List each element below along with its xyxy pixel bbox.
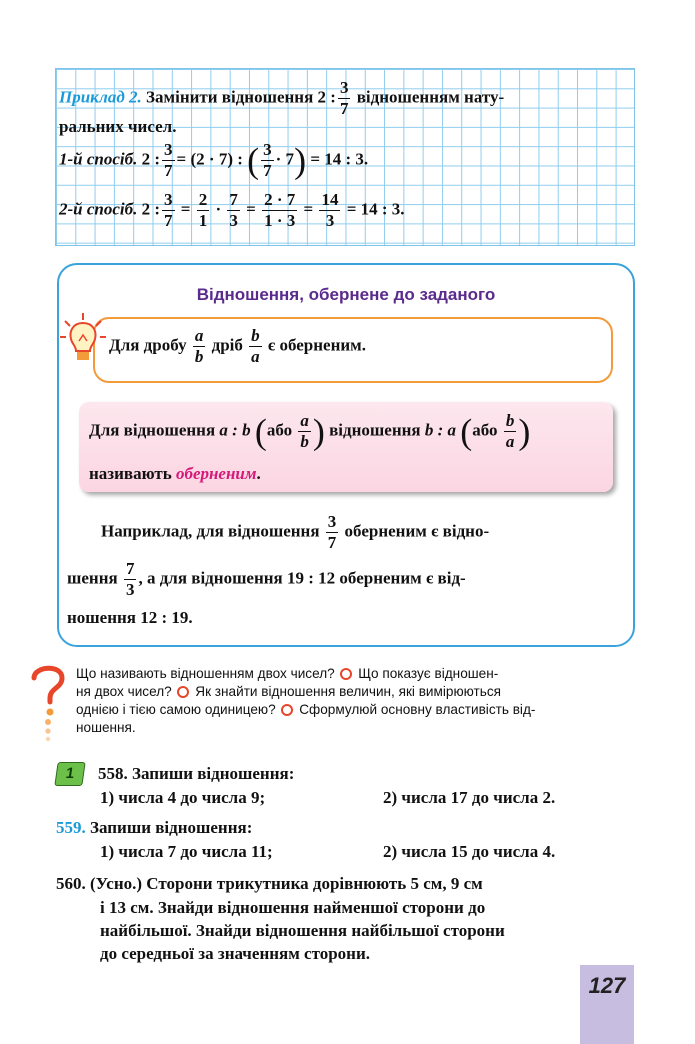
exercise-558-a: 1) числа 4 до числа 9; — [100, 788, 266, 807]
way2-end: = 14 : 3. — [346, 199, 405, 219]
paren-close: ) — [312, 411, 325, 452]
circle-bullet-icon — [340, 668, 352, 680]
question-line: ношення. — [76, 720, 136, 735]
pink-or2: або — [472, 420, 498, 440]
fraction: $\frac{a}{b}$ — [194, 326, 204, 366]
circle-bullet-icon — [281, 704, 293, 716]
fraction: $\frac{b}{a}$ — [505, 411, 515, 451]
example-task-line2: ральних чисел. — [59, 117, 177, 136]
exercise-558-b: 2) числа 17 до числа 2. — [383, 788, 556, 807]
paren-open: ( — [460, 411, 473, 452]
question-2b: ня двох чисел? — [76, 684, 172, 699]
exercise-number: 560. — [56, 874, 86, 893]
pink-pre: Для відношення — [89, 420, 216, 440]
example-heading: Приклад 2. — [59, 87, 142, 107]
exercise-559-a: 1) числа 7 до числа 11; — [100, 842, 273, 861]
definition-title: Відношення, обернене до заданого — [196, 285, 496, 304]
fraction: $\frac{3}{7}$ — [263, 140, 272, 180]
exercise-560 — [56, 874, 483, 894]
defined-term: оберненим — [175, 464, 257, 483]
page-number-tab — [580, 965, 634, 1044]
review-questions — [76, 665, 636, 737]
paren-open: ( — [254, 411, 267, 452]
fraction: $\frac{7}{3}$ — [125, 559, 135, 599]
way1-mid: = (2 · 7) : — [176, 149, 243, 169]
rule-box — [93, 317, 613, 383]
way1-label: 1-й спосіб. — [59, 149, 138, 169]
way1-inner-rest: · 7 — [275, 149, 295, 169]
exercise-line: і 13 см. Знайди відношення найменшої сторони до — [100, 898, 486, 917]
rule-end: є оберненим. — [267, 335, 367, 355]
fraction: $\frac{7}{3}$ — [229, 190, 238, 230]
question-mark-icon — [28, 662, 68, 742]
way1-line — [59, 141, 368, 180]
pink-line-2: називають оберненим. — [89, 464, 261, 483]
paren-close: ) — [518, 411, 531, 452]
exercise-line: (Усно.) Сторони трикутника дорівнюють 5 см, 9 см — [90, 874, 483, 893]
example-l1-pre: Наприклад, для відношення — [101, 521, 320, 541]
circle-bullet-icon — [177, 686, 189, 698]
rule-mid: дріб — [211, 335, 243, 355]
example-l1-end: оберненим є відно- — [344, 521, 490, 541]
fraction: $\frac{2}{1}$ — [198, 190, 208, 230]
way2-line: 2-й спосіб. 2 : $\frac{3}{7}$ = $\frac{2}{1}$ · $\frac{7}{3}$ = $\frac{2 \cdot 7}{1 \cdot 3}$ = $\frac{14}{3}$ = 14 : 3. — [59, 190, 405, 230]
fraction: $\frac{2 \cdot 7}{1 \cdot 3}$ — [264, 190, 296, 230]
question-line — [76, 665, 636, 683]
page-number: 127 — [588, 973, 626, 998]
question-1: Що називають відношенням двох чисел? — [76, 666, 335, 681]
fraction: $\frac{3}{7}$ — [339, 78, 349, 118]
rule-pre: Для дробу — [109, 335, 187, 355]
question-2a: Що показує відношен- — [358, 666, 499, 681]
fraction: $\frac{b}{a}$ — [251, 326, 260, 366]
exercise-559 — [56, 818, 252, 838]
fraction: $\frac{3}{7}$ — [164, 190, 173, 230]
question-line — [76, 701, 636, 719]
question-3a: Як знайти відношення величин, які вимірюються — [195, 684, 501, 699]
exercise-number: 559. — [56, 818, 86, 837]
way2-label: 2-й спосіб. — [59, 199, 138, 219]
way2-pre: 2 : — [141, 199, 161, 219]
question-line — [76, 683, 636, 701]
example-task-line — [59, 79, 504, 118]
fraction: $\frac{14}{3}$ — [321, 190, 339, 230]
exercise-line: найбільшої. Знайди відношення найбільшої сторони — [100, 921, 505, 940]
pink-line-1 — [89, 412, 530, 451]
example-text-line1 — [101, 513, 489, 552]
example-block — [55, 68, 635, 246]
example-task: Замінити відношення — [146, 87, 314, 107]
fraction: $\frac{3}{7}$ — [327, 512, 337, 552]
example-task-ratio: 2 : — [317, 87, 336, 107]
example-task-end: відношенням нату- — [356, 87, 505, 107]
question-3b: однією і тією самою одиницею? — [76, 702, 276, 717]
exercise-558 — [98, 764, 294, 784]
paren-close: ) — [294, 140, 307, 181]
pink-ratio1: a : b — [219, 420, 251, 440]
rule-text — [109, 327, 366, 366]
pink-ratio2: b : a — [424, 420, 457, 440]
example-text-line3: ношення 12 : 19. — [67, 608, 193, 627]
pink-mid: відношення — [329, 420, 421, 440]
pink-line2-pre: називають — [89, 464, 172, 483]
exercise-text: Запиши відношення: — [90, 818, 253, 837]
fraction: $\frac{3}{7}$ — [164, 140, 173, 180]
level-badge: 1 — [54, 762, 85, 786]
exercise-559-b: 2) числа 15 до числа 4. — [383, 842, 556, 861]
exercise-number: 558. — [98, 764, 128, 783]
example-l2-end: , а для відношення 19 : 12 оберненим є від- — [138, 568, 466, 588]
fraction: $\frac{a}{b}$ — [300, 411, 309, 451]
lightbulb-icon — [59, 311, 107, 371]
exercise-line: до середньої за значенням сторони. — [100, 944, 371, 963]
pink-or1: або — [266, 420, 293, 440]
definition-highlight — [79, 402, 613, 492]
example-l2-pre: шення — [67, 568, 118, 588]
question-4a: Сформулюй основну властивість від- — [299, 702, 536, 717]
paren-open: ( — [247, 140, 260, 181]
example-text-line2 — [67, 560, 466, 599]
definition-box — [57, 263, 635, 647]
way1-end: = 14 : 3. — [310, 149, 369, 169]
way1-pre: 2 : — [141, 149, 161, 169]
exercise-text: Запиши відношення: — [132, 764, 295, 783]
